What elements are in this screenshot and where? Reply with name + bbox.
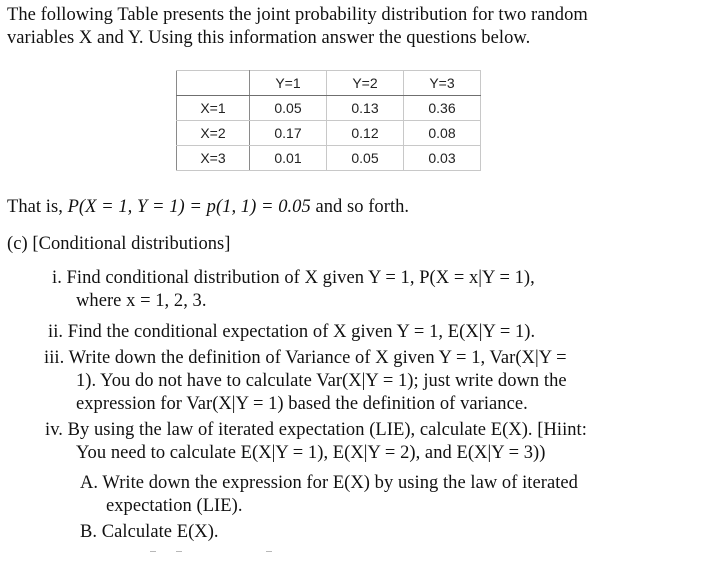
table-cell: 0.08 bbox=[404, 121, 481, 146]
table-header-row bbox=[177, 71, 481, 96]
row-label-x3: X=3 bbox=[177, 146, 250, 171]
joint-probability-table bbox=[176, 70, 481, 171]
item-B-line-1: B. Calculate E(X). bbox=[80, 522, 219, 542]
item-iv-line-2: You need to calculate E(X|Y = 1), E(X|Y = 2), and E(X|Y = 3)) bbox=[76, 443, 546, 463]
item-iii-line-2: 1). You do not have to calculate Var(X|Y = 1); just write down the bbox=[76, 371, 567, 391]
item-A-line-1: A. Write down the expression for E(X) by using the law of iterated bbox=[80, 473, 578, 493]
table-corner-cell bbox=[177, 71, 250, 96]
col-header-y3: Y=3 bbox=[404, 71, 481, 96]
item-iii-line-3: expression for Var(X|Y = 1) based the definition of variance. bbox=[76, 394, 528, 414]
table-cell: 0.36 bbox=[404, 96, 481, 121]
that-is-sentence bbox=[7, 195, 409, 219]
item-iii-line-1: iii. Write down the definition of Variance of X given Y = 1, Var(X|Y = bbox=[44, 348, 567, 368]
item-i-line-1: i. Find conditional distribution of X given Y = 1, P(X = x|Y = 1), bbox=[52, 268, 535, 288]
section-c-heading: (c) [Conditional distributions] bbox=[7, 234, 231, 254]
table-row bbox=[177, 96, 481, 121]
item-i-line-2: where x = 1, 2, 3. bbox=[76, 291, 207, 311]
item-A-line-2: expectation (LIE). bbox=[106, 496, 243, 516]
that-is-prefix: That is, bbox=[7, 197, 68, 217]
table-row bbox=[177, 146, 481, 171]
intro-line-1: The following Table presents the joint probability distribution for two random bbox=[7, 5, 588, 25]
item-iv-line-1: iv. By using the law of iterated expectation (LIE), calculate E(X). [Hiint: bbox=[45, 420, 587, 440]
that-is-suffix: and so forth. bbox=[310, 197, 410, 217]
col-header-y2: Y=2 bbox=[327, 71, 404, 96]
table-cell: 0.05 bbox=[250, 96, 327, 121]
table-cell: 0.12 bbox=[327, 121, 404, 146]
intro-line-2: variables X and Y. Using this information answer the questions below. bbox=[7, 28, 531, 48]
row-label-x2: X=2 bbox=[177, 121, 250, 146]
table-row bbox=[177, 121, 481, 146]
cut-off-text-remnant bbox=[140, 547, 300, 557]
table-cell: 0.03 bbox=[404, 146, 481, 171]
item-ii-line-1: ii. Find the conditional expectation of X given Y = 1, E(X|Y = 1). bbox=[48, 322, 536, 342]
that-is-math: P(X = 1, Y = 1) = p(1, 1) = 0.05 bbox=[67, 197, 311, 217]
table-cell: 0.05 bbox=[327, 146, 404, 171]
row-label-x1: X=1 bbox=[177, 96, 250, 121]
table-cell: 0.17 bbox=[250, 121, 327, 146]
table-cell: 0.13 bbox=[327, 96, 404, 121]
table-cell: 0.01 bbox=[250, 146, 327, 171]
col-header-y1: Y=1 bbox=[250, 71, 327, 96]
